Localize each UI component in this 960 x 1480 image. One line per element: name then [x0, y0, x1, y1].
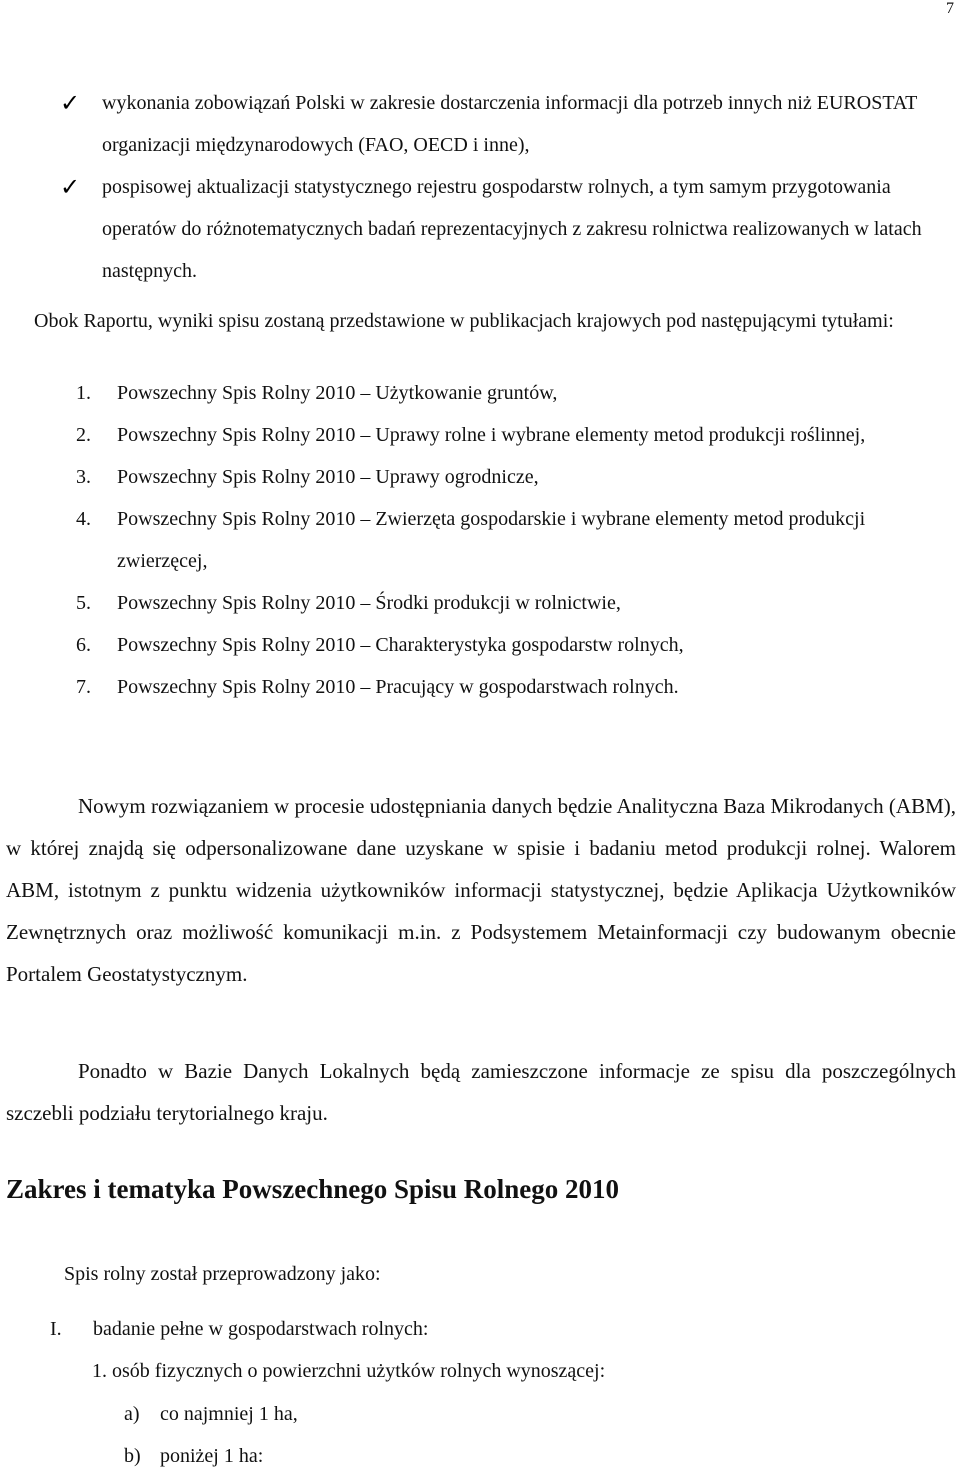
checklist — [60, 82, 960, 292]
publication-item — [76, 372, 956, 414]
roman-item-text: badanie pełne w gospodarstwach rolnych: — [93, 1318, 429, 1340]
alpha-list-item — [124, 1445, 263, 1468]
checklist-text: wykonania zobowiązań Polski w zakresie dostarczenia informacji dla potrzeb innych niż EUROSTAT organizacji międzynarodowych (FAO, OECD i inne), — [102, 92, 918, 156]
publication-title: Powszechny Spis Rolny 2010 – Użytkowanie gruntów, — [117, 382, 558, 404]
abm-paragraph: Nowym rozwiązaniem w procesie udostępniania danych będzie Analityczna Baza Mikrodanych (ABM), w której znajdą się odpersonalizowane dane uzyskane w spisie i badaniu metod produkcji rolnej. Walorem ABM, istotnym z punktu widzenia użytkowników informacji statystycznej, będzie Aplikacja Użytkowników Zewnętrznych oraz możliwość komunikacji m.in. z Podsystemem Metainformacji czy budowanym obecnie Portalem Geostatystycznym. — [6, 794, 956, 986]
publication-title: Powszechny Spis Rolny 2010 – Uprawy rolne i wybrane elementy metod produkcji roślinnej, — [117, 424, 866, 446]
checklist-text: pospisowej aktualizacji statystycznego rejestru gospodarstw rolnych, a tym samym przygotowania operatów do różnotematycznych badań reprezentacyjnych z zakresu rolnictwa realizowanych w latach następnych. — [102, 176, 922, 282]
publication-item — [76, 414, 956, 456]
publication-title: Powszechny Spis Rolny 2010 – Charakterystyka gospodarstw rolnych, — [117, 634, 684, 656]
list-number: 3. — [76, 466, 91, 488]
checkmark-icon: ✓ — [60, 173, 81, 201]
list-number: 6. — [76, 634, 91, 656]
publication-item — [76, 624, 956, 666]
alpha-letter: b) — [124, 1445, 141, 1467]
publication-item — [76, 498, 956, 582]
publication-list — [76, 372, 956, 708]
intro-paragraph: Obok Raportu, wyniki spisu zostaną przedstawione w publikacjach krajowych pod następującymi tytułami: — [34, 310, 894, 332]
list-number: 5. — [76, 592, 91, 614]
sub-list-item: 1. osób fizycznych o powierzchni użytków rolnych wynoszącej: — [92, 1360, 606, 1382]
alpha-item-text: co najmniej 1 ha, — [160, 1403, 298, 1425]
page-number: 7 — [946, 0, 954, 17]
list-number: 7. — [76, 676, 91, 698]
list-number: 4. — [76, 508, 91, 530]
checkmark-icon: ✓ — [60, 89, 81, 117]
publication-title: Powszechny Spis Rolny 2010 – Środki produkcji w rolnictwie, — [117, 592, 621, 614]
publication-item — [76, 582, 956, 624]
alpha-item-text: poniżej 1 ha: — [160, 1445, 264, 1467]
scope-intro: Spis rolny został przeprowadzony jako: — [64, 1263, 381, 1285]
publication-title: Powszechny Spis Rolny 2010 – Pracujący w gospodarstwach rolnych. — [117, 676, 679, 698]
publication-title: Powszechny Spis Rolny 2010 – Zwierzęta gospodarskie i wybrane elementy metod produkcji zwierzęcej, — [117, 508, 866, 572]
alpha-list-item — [124, 1403, 298, 1426]
bdl-paragraph: Ponadto w Bazie Danych Lokalnych będą zamieszczone informacje ze spisu dla poszczególnych szczebli podziału terytorialnego kraju. — [6, 1059, 956, 1125]
alpha-letter: a) — [124, 1403, 140, 1425]
publication-item — [76, 666, 956, 708]
publication-title: Powszechny Spis Rolny 2010 – Uprawy ogrodnicze, — [117, 466, 539, 488]
checklist-item — [60, 82, 960, 166]
section-heading: Zakres i tematyka Powszechnego Spisu Rolnego 2010 — [6, 1174, 620, 1204]
list-number: 1. — [76, 382, 91, 404]
roman-numeral: I. — [50, 1318, 62, 1340]
list-number: 2. — [76, 424, 91, 446]
publication-item — [76, 456, 956, 498]
checklist-item — [60, 166, 960, 292]
